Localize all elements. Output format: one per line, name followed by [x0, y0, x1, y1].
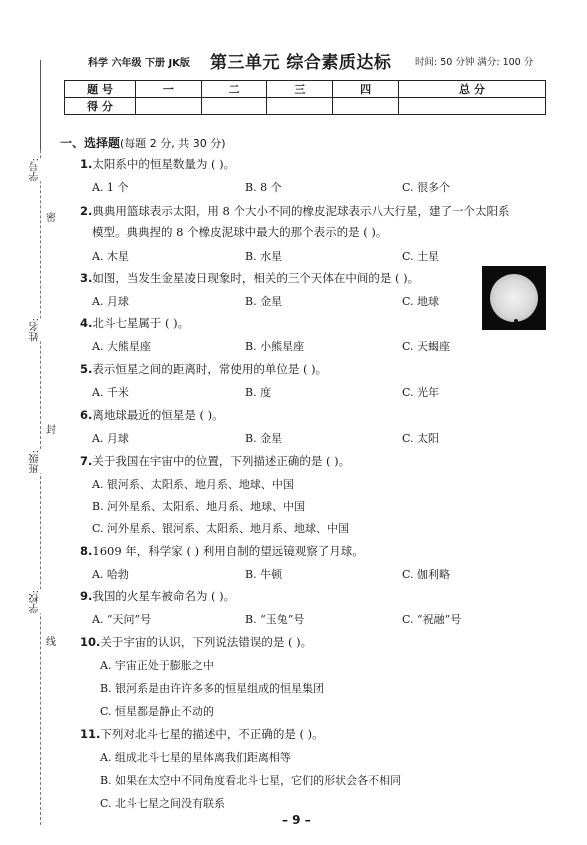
option[interactable]: A. 木星 [92, 250, 129, 263]
option[interactable]: B. 金星 [245, 432, 283, 445]
question-number: 4. [80, 316, 93, 330]
option[interactable]: B. 金星 [245, 295, 283, 308]
header-time-score: 时间: 50 分钟 满分: 100 分 [415, 57, 534, 68]
question-stem: 表示恒星之间的距离时，常使用的单位是 ( )。 [92, 362, 328, 376]
option[interactable]: A. 月球 [92, 432, 129, 445]
question-2 [80, 203, 510, 219]
question-stem-continued: 模型。典典捏的 8 个橡皮泥球中最大的那个表示的是 ( )。 [92, 225, 388, 239]
question-number: 5. [80, 362, 93, 376]
table-cell: 三 [267, 81, 333, 98]
question-stem: 太阳系中的恒星数量为 ( )。 [92, 157, 236, 171]
question-stem: 下列对北斗七星的描述中，不正确的是 ( )。 [100, 727, 324, 741]
table-cell: 二 [201, 81, 267, 98]
question-stem: 如图，当发生金星凌日现象时，相关的三个天体在中间的是 ( )。 [92, 271, 420, 285]
question-stem: 关于我国在宇宙中的位置，下列描述正确的是 ( )。 [92, 454, 351, 468]
student-number-label: 学号: [30, 158, 41, 182]
score-table-score-row [65, 98, 546, 115]
option[interactable]: A. 哈勃 [92, 568, 129, 581]
option[interactable]: C. 很多个 [402, 181, 451, 194]
question-number: 10. [80, 635, 101, 649]
option[interactable]: B. 小熊星座 [245, 340, 305, 353]
option[interactable]: B. 水星 [245, 250, 283, 263]
question-stem: 北斗七星属于 ( )。 [92, 316, 190, 330]
option[interactable]: A. 大熊星座 [92, 340, 151, 353]
question-number: 6. [80, 408, 93, 422]
score-input-cell[interactable] [267, 98, 333, 115]
option[interactable]: C. 光年 [402, 386, 440, 399]
name-label: 姓名: [30, 318, 41, 342]
seal-mark-mi: 密 [46, 208, 56, 225]
question-stem: 我国的火星车被命名为 ( )。 [92, 589, 236, 603]
seal-mark-xian: 线 [46, 632, 56, 649]
table-cell: 得 分 [65, 98, 136, 115]
section-note: (每题 2 分, 共 30 分) [120, 137, 226, 150]
score-table-header-row [65, 81, 546, 98]
score-input-cell[interactable] [333, 98, 399, 115]
question-11 [80, 726, 324, 742]
section-title [60, 134, 226, 151]
option[interactable]: A. 宇宙正处于膨胀之中 [100, 659, 214, 672]
option[interactable]: A. 月球 [92, 295, 129, 308]
header-subject: 科学 六年级 下册 JK版 [88, 58, 190, 69]
question-6 [80, 407, 224, 423]
table-cell: 总 分 [398, 81, 545, 98]
option[interactable]: B. “玉兔”号 [245, 613, 305, 626]
section-title-text: 一、选择题 [60, 136, 121, 150]
option[interactable]: B. 如果在太空中不同角度看北斗七星，它们的形状会各不相同 [100, 774, 402, 787]
question-9 [80, 588, 235, 604]
option[interactable]: C. 土星 [402, 250, 440, 263]
school-label: 学校: [30, 590, 41, 614]
option[interactable]: C. 地球 [402, 295, 440, 308]
page-number: – 9 – [282, 813, 311, 827]
option[interactable]: A. 银河系、太阳系、地月系、地球、中国 [92, 478, 294, 491]
venus-dot [514, 319, 518, 323]
venus-transit-photo [482, 266, 546, 330]
option[interactable]: A. 组成北斗七星的星体离我们距离相等 [100, 751, 291, 764]
question-number: 3. [80, 271, 93, 285]
score-input-cell[interactable] [136, 98, 202, 115]
option[interactable]: C. 恒星都是静止不动的 [100, 705, 215, 718]
class-label: 班级: [30, 450, 41, 474]
option[interactable]: C. 太阳 [402, 432, 440, 445]
score-input-cell[interactable] [201, 98, 267, 115]
question-number: 8. [80, 544, 93, 558]
option[interactable]: C. “祝融”号 [402, 613, 462, 626]
question-7 [80, 453, 350, 469]
question-number: 11. [80, 727, 101, 741]
option[interactable]: B. 河外星系、太阳系、地月系、地球、中国 [92, 500, 306, 513]
question-stem: 1609 年，科学家 ( ) 利用自制的望远镜观察了月球。 [92, 544, 364, 558]
option[interactable]: C. 伽利略 [402, 568, 451, 581]
seal-mark-feng: 封 [46, 420, 56, 437]
option[interactable]: C. 河外星系、银河系、太阳系、地月系、地球、中国 [92, 522, 350, 535]
question-8 [80, 543, 364, 559]
question-10 [80, 634, 312, 650]
question-stem: 典典用篮球表示太阳，用 8 个大小不同的橡皮泥球表示八大行星，建了一个太阳系 [92, 204, 510, 218]
option[interactable]: B. 度 [245, 386, 272, 399]
question-3 [80, 270, 419, 286]
question-5 [80, 361, 327, 377]
question-stem: 关于宇宙的认识，下列说法错误的是 ( )。 [100, 635, 313, 649]
question-stem: 离地球最近的恒星是 ( )。 [92, 408, 224, 422]
question-4 [80, 315, 189, 331]
student-number-blank[interactable] [40, 60, 41, 150]
option[interactable]: A. 1 个 [92, 181, 129, 194]
option[interactable]: A. “天问”号 [92, 613, 152, 626]
sun-disc [490, 274, 538, 322]
question-number: 7. [80, 454, 93, 468]
question-number: 2. [80, 204, 93, 218]
option[interactable]: B. 8 个 [245, 181, 282, 194]
option[interactable]: C. 北斗七星之间没有联系 [100, 797, 226, 810]
question-number: 9. [80, 589, 93, 603]
option[interactable]: C. 天蝎座 [402, 340, 451, 353]
score-input-cell[interactable] [398, 98, 545, 115]
option[interactable]: B. 牛顿 [245, 568, 283, 581]
question-number: 1. [80, 157, 93, 171]
option[interactable]: B. 银河系是由许许多多的恒星组成的恒星集团 [100, 682, 325, 695]
page-title: 第三单元 综合素质达标 [210, 53, 392, 73]
table-cell: 一 [136, 81, 202, 98]
option[interactable]: A. 千米 [92, 386, 129, 399]
score-table [64, 80, 546, 115]
table-cell: 四 [333, 81, 399, 98]
table-cell: 题 号 [65, 81, 136, 98]
question-1 [80, 156, 235, 172]
